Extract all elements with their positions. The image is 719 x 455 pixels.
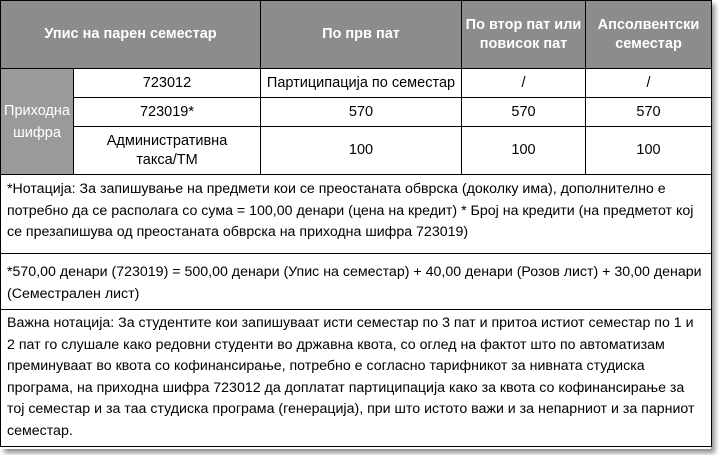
header-absolvent-line2: семестар: [615, 35, 682, 52]
absolvent-cell: /: [586, 69, 712, 98]
table-row: [1, 127, 712, 175]
header-absolvent: [586, 1, 712, 69]
note-row: [1, 310, 712, 447]
header-second-time: [462, 1, 586, 69]
header-second-time-line2: повисок пат: [479, 35, 568, 52]
header-row: [1, 1, 712, 69]
code-cell: 723019*: [74, 98, 261, 127]
code-cell-line2: такса/ТМ: [136, 151, 198, 168]
table-row: [1, 98, 712, 127]
table-row: [1, 69, 712, 98]
code-cell-line1: Административна: [106, 132, 228, 149]
side-label-line2: шифра: [13, 124, 61, 141]
absolvent-cell: 570: [586, 98, 712, 127]
side-label: [1, 69, 74, 175]
header-enrollment: Упис на парен семестар: [1, 1, 261, 69]
second-time-cell: /: [462, 69, 586, 98]
absolvent-cell: 100: [586, 127, 712, 175]
fee-breakdown-note: *570,00 денари (723019) = 500,00 денари (Упис на семестар) + 40,00 денари (Розов лист) + 30,00 денари (Семестрален лист): [1, 254, 712, 310]
important-notation: Важна нотација: За студентите кои запишуваат исти семестар по 3 пат и притоа истиот семестар по 1 и 2 пат го слушале како редовни студенти во државна квота, со оглед на фактот што по автоматизам преминуваат во квота со кофинансирање, потребно е согласно тарифникот за нивната студиска програма, на приходна шифра 723012 да доплатат партиципација како за квота со кофинансирање за тој семестар и за таа студиска програма (генерација), при што истото важи и за непарниот и за парниот семестар.: [1, 310, 712, 447]
note-row: [1, 175, 712, 254]
second-time-cell: 100: [462, 127, 586, 175]
code-cell: [74, 127, 261, 175]
header-absolvent-line1: Апсолвентски: [597, 16, 700, 33]
first-time-cell: 570: [261, 98, 462, 127]
code-cell: 723012: [74, 69, 261, 98]
first-time-cell: Партиципација по семестар: [261, 69, 462, 98]
side-label-line1: Приходна: [4, 102, 70, 119]
second-time-cell: 570: [462, 98, 586, 127]
first-time-cell: 100: [261, 127, 462, 175]
header-first-time: По прв пат: [261, 1, 462, 69]
header-second-time-line1: По втор пат или: [465, 16, 582, 33]
note-row: [1, 254, 712, 310]
credit-notation: *Нотација: За запишување на предмети кои се преостаната обврска (доколку има), дополнително е потребно да се располага со сума = 100,00 денари (цена на кредит) * Број на кредити (на предметот кој се презапишува од преостаната обврска на приходна шифра 723019): [1, 175, 712, 254]
